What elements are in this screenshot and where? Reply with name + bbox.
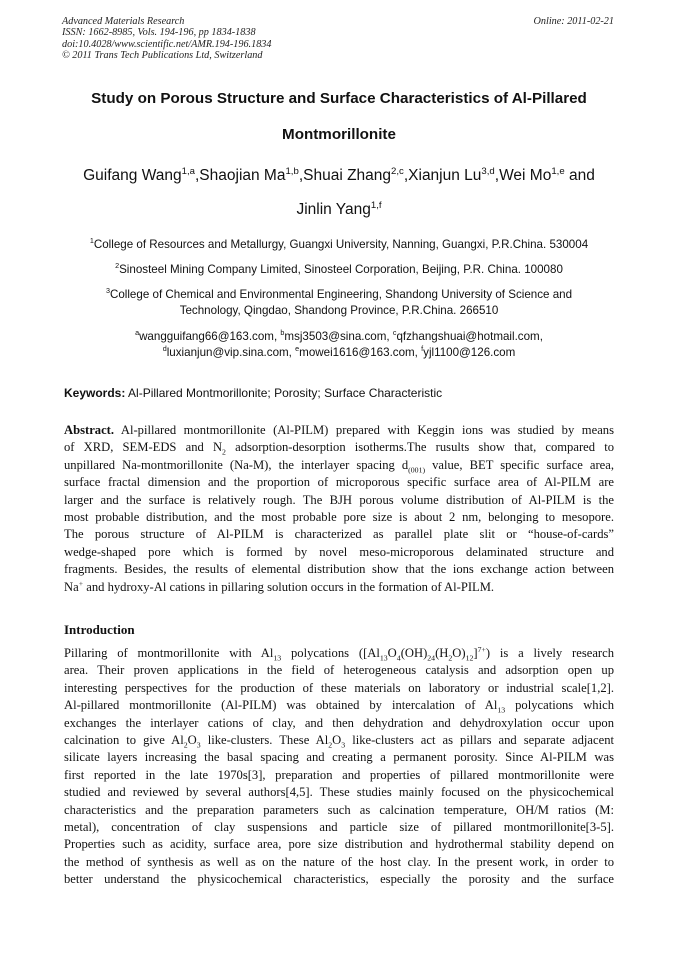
- abstract-line: Al-pillared montmorillonite (Al-PILM) prepared with Keggin ions was studied by means: [120, 423, 614, 437]
- intro-line: Al-pillared montmorillonite (Al-PILM) was obtained by intercalation of $Al_{13}$ polycations which: [64, 698, 614, 715]
- publication-header: [62, 16, 271, 62]
- intro-line: better understand the physicochemical characteristics, especially the porosity and the surface: [64, 872, 614, 887]
- intro-line: area. Their proven applications in the field of heterogeneous catalysis and adsorption open up: [64, 663, 614, 678]
- abstract-label: Abstract.: [64, 423, 115, 437]
- intro-line: Pillaring of montmorillonite with $Al_{13}$ polycations $([Al_{13}O_4(OH)_{24}(H_2O)_{12}]^{7+})$ is a lively research: [64, 644, 615, 663]
- email-mark: a: [135, 328, 140, 338]
- issn-line: ISSN: 1662-8985, Vols. 194-196, pp 1834-1838: [62, 27, 256, 39]
- author-list: Guifang Wang$^{1,a}$,Shaojian Ma$^{1,b}$,Shuai Zhang$^{2,c}$,Xianjun Lu$^{3,d}$,Wei Mo$^{1,e}$ and: [83, 165, 595, 184]
- email-list: [40, 329, 638, 361]
- abstract-line: of XRD, SEM-EDS and $N_2$ adsorption-desorption isotherms.The rusults show that, compared to: [64, 440, 614, 457]
- keywords-text: Al-Pillared Montmorillonite; Porosity; Surface Characteristic: [128, 386, 443, 400]
- abstract-line: unpillared Na-montmorillonite (Na-M), the interlayer spacing $d_{(001)}$ value, BET specific surface area,: [64, 457, 614, 475]
- intro-line: calcination to give $Al_2O_3$ like-clusters. These $Al_2O_3$ like-clusters act as pillars and separate adjacent: [64, 733, 615, 750]
- author-name: Xianjun Lu: [408, 167, 482, 184]
- email-mark: f: [421, 344, 424, 354]
- email-mark: b: [280, 328, 285, 338]
- email-address: mowei1616@163.com,: [299, 346, 418, 359]
- author-name: Jinlin Yang: [296, 201, 371, 218]
- email-mark: c: [392, 328, 397, 338]
- abstract-line: larger and the surface is relatively rough. The BJH porous volume distribution of Al-PILM is the: [64, 492, 614, 507]
- affiliation-text: Technology, Qingdao, Shandong Province, P.R.China. 266510: [179, 304, 499, 317]
- intro-line: silicate layers increasing the basal spacing and creating a permanent porosity. Since Al-PILM was: [64, 750, 614, 765]
- email-address: luxianjun@vip.sina.com,: [166, 346, 292, 359]
- paper-title-line-2: Montmorillonite: [282, 126, 396, 143]
- intro-line: characteristics and the preparation parameters such as calcination temperature, OH/M ratios (M:: [64, 802, 614, 817]
- doi-line: doi:10.4028/www.scientific.net/AMR.194-196.1834: [62, 38, 272, 50]
- author-name: Wei Mo: [499, 167, 552, 184]
- author-name: Shuai Zhang: [303, 167, 392, 184]
- introduction-body: [64, 645, 614, 889]
- affiliation-3: [40, 287, 638, 319]
- paper-title-line-1: Study on Porous Structure and Surface Characteristics of Al-Pillared: [91, 90, 587, 107]
- author-affil-mark: 3,d: [481, 165, 495, 177]
- abstract-line: most probable distribution, and the most probable pore size is about 2 nm, belonging to mesopore.: [64, 510, 614, 525]
- intro-line: metal), concentration of clay suspensions and particle size of pillared montmorillonite[3-5].: [64, 820, 614, 835]
- email-address: qfzhangshuai@hotmail.com,: [396, 330, 543, 343]
- abstract-line: The porous structure of Al-PILM is characterized as parallel plate slit or “house-of-cards”: [64, 527, 614, 542]
- affiliation-text: College of Chemical and Environmental Engineering, Shandong University of Science and: [109, 288, 573, 301]
- affiliation-2: [40, 262, 638, 278]
- intro-line: the method of synthesis as well as on the nature of the host clay. In the present work, in order to: [64, 854, 614, 869]
- email-address: wangguifang66@163.com,: [139, 330, 278, 343]
- affiliation-mark: 2: [115, 261, 120, 271]
- section-heading-introduction: Introduction: [64, 622, 135, 637]
- email-mark: d: [162, 344, 167, 354]
- author-affil-mark: 1,e: [551, 165, 565, 177]
- email-address: yjl1100@126.com: [423, 346, 516, 359]
- intro-line: interesting perspectives for the production of these materials on laboratory or industrial scale[1,2].: [64, 680, 614, 695]
- abstract-line: fragments. Besides, the results of elemental distribution show that the ions exchange action between: [64, 562, 614, 577]
- author-list-line-2: [40, 201, 638, 219]
- abstract: [64, 422, 614, 596]
- affiliation-mark: 1: [89, 236, 94, 246]
- journal-name: Advanced Materials Research: [62, 16, 185, 27]
- author-affil-mark: 1,b: [285, 165, 299, 177]
- intro-line: studied and reviewed by several authors[4,5]. These studies mainly focused on the physicochemical: [64, 785, 614, 800]
- online-date: Online: 2011-02-21: [533, 16, 614, 27]
- intro-line: Properties such as acidity, surface area, pore size distribution and hydrothermal stability depend on: [64, 837, 614, 852]
- keywords: [64, 386, 614, 400]
- email-mark: e: [295, 344, 300, 354]
- affiliation-mark: 3: [105, 286, 110, 296]
- author-conjunction: and: [569, 167, 595, 184]
- author-name: Guifang Wang: [83, 167, 182, 184]
- author-name: Shaojian Ma: [199, 167, 286, 184]
- copyright-line: © 2011 Trans Tech Publications Ltd, Switzerland: [62, 50, 263, 62]
- keywords-label: Keywords:: [64, 386, 126, 400]
- author-affil-mark: 1,a: [181, 165, 195, 177]
- affiliation-1: [40, 237, 638, 253]
- author-affil-mark: 1,f: [370, 199, 382, 211]
- author-affil-mark: 2,c: [391, 165, 404, 177]
- affiliation-text: Sinosteel Mining Company Limited, Sinosteel Corporation, Beijing, P.R. China. 100080: [119, 263, 563, 276]
- email-address: msj3503@sina.com,: [284, 330, 390, 343]
- abstract-line: wedge-shaped pore which is formed by novel meso-microporous delaminated structure and: [64, 544, 614, 559]
- intro-line: first reported in the late 1970s[3], preparation and properties of pillared montmorillonite were: [64, 767, 614, 782]
- intro-line: exchanges the interlayer cations of clay, and then dehydration and dehydroxylation occur upon: [64, 715, 614, 730]
- abstract-line: Na+ and hydroxy-Al cations in pillaring solution occurs in the formation of Al-PILM.: [64, 578, 495, 594]
- abstract-line: surface fractal dimension and the proportion of microporous specific surface area of Al-PILM are: [64, 475, 614, 490]
- affiliation-text: College of Resources and Metallurgy, Guangxi University, Nanning, Guangxi, P.R.China. 530004: [93, 238, 589, 251]
